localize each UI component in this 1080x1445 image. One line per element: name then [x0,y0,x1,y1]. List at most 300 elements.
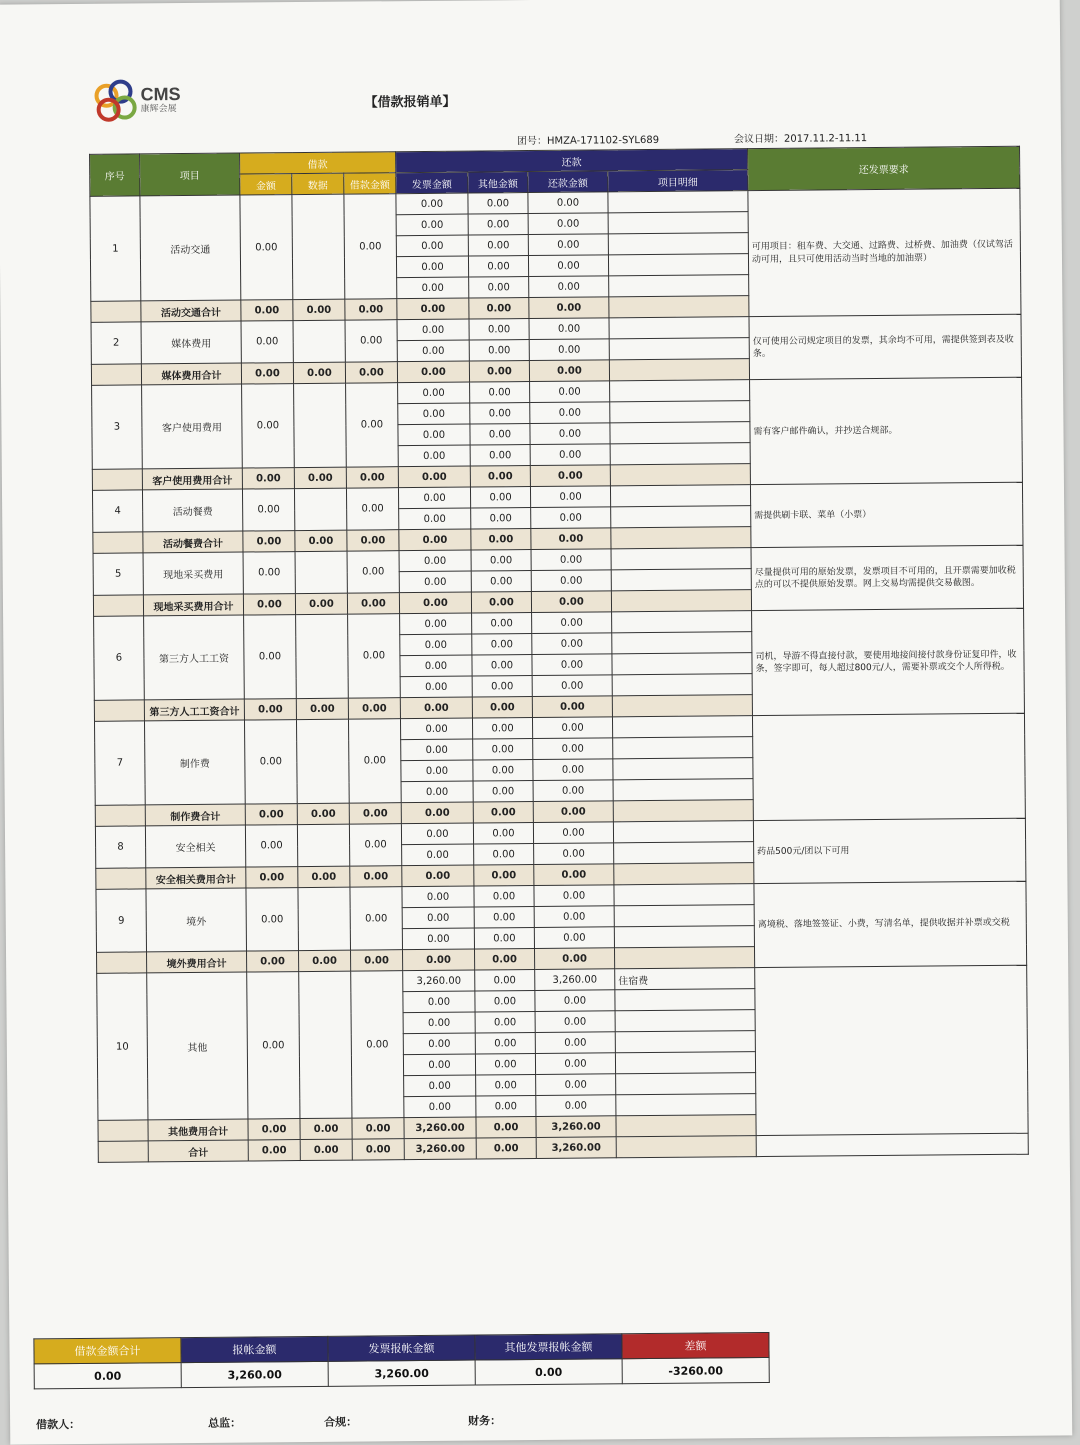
total-value: 0.00 [476,1138,536,1160]
other-amount: 0.00 [468,193,528,215]
item-detail [612,653,752,675]
item-detail [616,1073,756,1095]
subtotal-value: 0.00 [293,299,345,320]
header-repay-amount: 还款金额 [528,171,608,193]
item-detail [608,191,748,213]
subtotal-value: 0.00 [241,300,293,321]
invoice-amount: 3,260.00 [403,970,475,992]
other-amount: 0.00 [474,907,534,929]
subtotal-value: 0.00 [346,467,398,488]
section-number: 2 [91,322,141,364]
section-name: 其他 [147,972,248,1120]
invoice-amount: 0.00 [401,781,473,803]
other-amount: 0.00 [474,886,534,908]
header-invoice-requirement: 还发票要求 [748,146,1020,190]
sign-finance: 财务： [468,1414,502,1428]
header-other-amount: 其他金额 [468,172,528,194]
sign-compliance: 合规： [324,1415,358,1429]
invoice-amount: 0.00 [398,424,470,446]
invoice-amount: 0.00 [402,928,474,950]
repay-amount: 0.00 [535,1032,615,1054]
invoice-amount: 0.00 [401,739,473,761]
subtotal-value: 0.00 [245,804,297,825]
subtotal-label: 第三方人工工资合计 [144,699,244,721]
summary-header-reimbursed: 报帐金额 [181,1336,328,1362]
subtotal-value: 0.00 [476,1117,536,1139]
subtotal-value: 0.00 [533,801,613,823]
item-detail [608,254,748,276]
company-logo [94,79,180,120]
item-detail [613,779,753,801]
subtotal-label: 客户使用费用合计 [142,468,242,490]
item-detail [613,821,753,843]
subtotal-label: 其他费用合计 [148,1119,248,1141]
repay-amount: 0.00 [532,612,612,634]
header-invoice-amount: 发票金额 [396,172,468,194]
section-name: 境外 [146,888,247,952]
expense-table [89,146,1029,1163]
invoice-amount: 0.00 [396,214,468,236]
subtotal-value: 0.00 [534,948,614,970]
section-name: 现地采买费用 [143,552,243,595]
section-number: 6 [94,616,145,700]
section-loan-amount: 0.00 [240,195,293,300]
subtotal-value: 0.00 [531,528,611,550]
repay-amount: 3,260.00 [535,969,615,991]
section-loan-qty [297,824,349,866]
other-amount: 0.00 [469,319,529,341]
subtotal-value: 0.00 [246,867,298,888]
section-loan-qty [292,194,345,299]
header-loan-amount: 金额 [240,174,292,195]
repay-amount: 0.00 [528,192,608,214]
subtotal-value: 0.00 [300,1118,352,1139]
repay-amount: 0.00 [528,255,608,277]
other-amount: 0.00 [476,1096,536,1118]
repay-amount: 0.00 [536,1095,616,1117]
invoice-amount: 0.00 [397,277,469,299]
invoice-requirement-note [752,713,1025,820]
subtotal-value: 0.00 [247,951,299,972]
subtotal-detail [611,590,751,612]
invoice-amount: 0.00 [402,844,474,866]
repay-amount: 0.00 [529,339,609,361]
summary-invoice-reimbursed: 3,260.00 [328,1360,475,1386]
subtotal-detail [613,800,753,822]
subtotal-spacer [98,1120,148,1141]
section-loan-amount: 0.00 [247,972,300,1119]
repay-amount: 0.00 [532,654,612,676]
subtotal-label: 制作费合计 [145,804,245,826]
repay-amount: 0.00 [535,1053,615,1075]
subtotal-value: 0.00 [399,592,471,614]
section-name: 媒体费用 [141,321,241,364]
other-amount: 0.00 [473,739,533,761]
other-amount: 0.00 [468,256,528,278]
subtotal-detail [610,464,750,486]
invoice-amount: 0.00 [401,823,473,845]
repay-amount: 0.00 [530,486,610,508]
item-detail [614,905,754,927]
subtotal-value: 0.00 [472,697,532,719]
other-amount: 0.00 [473,781,533,803]
subtotal-value: 0.00 [473,802,533,824]
repay-amount: 0.00 [534,885,614,907]
subtotal-detail [609,359,749,381]
invoice-amount: 0.00 [400,718,472,740]
section-loan-qty [294,488,346,530]
invoice-amount: 0.00 [399,508,471,530]
item-detail [612,611,752,633]
subtotal-value: 0.00 [345,299,397,320]
item-detail [610,401,750,423]
subtotal-value: 0.00 [347,593,399,614]
other-amount: 0.00 [472,613,532,635]
invoice-amount: 0.00 [404,1096,476,1118]
subtotal-value: 0.00 [471,529,531,551]
subtotal-value: 0.00 [474,865,534,887]
other-amount: 0.00 [474,928,534,950]
other-amount: 0.00 [472,718,532,740]
section-loan-qty [296,614,349,698]
invoice-requirement-note: 需有客户邮件确认，并抄送合规部。 [750,377,1023,484]
section-number: 9 [96,889,147,952]
section-number: 1 [90,196,141,301]
section-loan-qty [293,320,345,362]
header-item: 项目 [140,153,240,196]
item-detail [609,317,749,339]
item-detail [615,989,755,1011]
repay-amount: 0.00 [534,843,614,865]
summary-difference: -3260.00 [622,1357,769,1383]
section-loan-total: 0.00 [346,383,399,467]
subtotal-label: 媒体费用合计 [141,363,241,385]
section-loan-total: 0.00 [349,824,401,866]
item-detail [614,884,754,906]
item-detail [610,380,750,402]
invoice-amount: 0.00 [398,487,470,509]
repay-amount: 0.00 [532,717,612,739]
total-value: 0.00 [248,1140,300,1161]
subtotal-spacer [96,868,146,889]
repay-amount: 0.00 [532,675,612,697]
section-loan-total: 0.00 [345,320,397,362]
subtotal-value: 0.00 [470,466,530,488]
section-name: 第三方人工工资 [144,615,245,700]
item-detail [609,275,749,297]
subtotal-value: 0.00 [471,592,531,614]
section-loan-total: 0.00 [348,614,401,698]
total-value: 3,260.00 [536,1137,616,1159]
section-number: 10 [97,973,148,1120]
other-amount: 0.00 [474,844,534,866]
invoice-requirement-note: 司机，导游不得直接付款，要使用地接间接付款身份证复印件，收条，签字即可，每人超过800元/人，需要补票或交个人所得税。 [752,608,1025,715]
invoice-requirement-note: 仅可使用公司规定项目的发票，其余均不可用，需提供签到表及收条。 [749,314,1022,379]
repay-amount: 0.00 [536,1074,616,1096]
section-loan-total: 0.00 [348,719,401,803]
item-detail [612,674,752,696]
subtotal-value: 0.00 [298,866,350,887]
logo-brand: CMS [140,83,181,104]
invoice-amount: 0.00 [403,991,475,1013]
invoice-amount: 0.00 [403,1033,475,1055]
subtotal-value: 0.00 [243,594,295,615]
section-loan-qty [298,887,351,950]
section-loan-total: 0.00 [347,551,399,593]
invoice-amount: 0.00 [400,676,472,698]
summary-reimbursed: 3,260.00 [181,1361,328,1387]
invoice-requirement-note: 尽量提供可用的原始发票，发票项目不可用的，且开票需要加收税点的可以不提供原始发票。网上交易均需提供交易截图。 [751,545,1024,610]
invoice-amount: 0.00 [399,550,471,572]
header-item-detail: 项目明细 [608,170,748,192]
header-loan: 借款 [240,152,396,174]
section-number: 8 [95,826,145,868]
invoice-amount: 0.00 [398,403,470,425]
other-amount: 0.00 [473,760,533,782]
subtotal-value: 0.00 [242,468,294,489]
section-number: 5 [93,553,143,595]
item-detail: 住宿费 [615,968,755,990]
summary-header-loan-total: 借款金额合计 [34,1338,181,1364]
invoice-amount: 0.00 [399,571,471,593]
repay-amount: 0.00 [530,402,610,424]
total-detail [616,1136,756,1158]
subtotal-label: 安全相关费用合计 [146,867,246,889]
section-loan-amount: 0.00 [244,615,297,699]
other-amount: 0.00 [471,550,531,572]
invoice-amount: 0.00 [396,235,468,257]
item-detail [614,842,754,864]
subtotal-value: 0.00 [294,467,346,488]
repay-amount: 0.00 [533,822,613,844]
section-loan-qty [295,551,347,593]
repay-amount: 0.00 [534,906,614,928]
subtotal-value: 0.00 [400,697,472,719]
section-name: 活动交通 [140,195,241,301]
other-amount: 0.00 [471,508,531,530]
item-detail [615,1031,755,1053]
section-loan-amount: 0.00 [243,552,295,594]
subtotal-value: 0.00 [295,593,347,614]
invoice-amount: 0.00 [400,613,472,635]
sign-borrower: 借款人： [36,1417,81,1432]
invoice-amount: 0.00 [397,340,469,362]
section-loan-qty [296,719,349,803]
subtotal-detail [614,947,754,969]
section-loan-amount: 0.00 [245,825,297,867]
repay-amount: 0.00 [530,381,610,403]
other-amount: 0.00 [475,1012,535,1034]
item-detail [615,1010,755,1032]
repay-amount: 0.00 [531,549,611,571]
item-detail [610,485,750,507]
subtotal-value: 0.00 [531,591,611,613]
item-detail [608,212,748,234]
total-value: 0.00 [300,1139,352,1160]
subtotal-value: 0.00 [529,297,609,319]
item-detail [615,1052,755,1074]
item-detail [616,1094,756,1116]
subtotal-value: 0.00 [352,1118,404,1139]
invoice-amount: 0.00 [402,907,474,929]
other-amount: 0.00 [468,235,528,257]
subtotal-spacer [92,469,142,490]
subtotal-spacer [91,301,141,322]
subtotal-detail [609,296,749,318]
subtotal-value: 0.00 [241,363,293,384]
subtotal-detail [611,527,751,549]
section-loan-total: 0.00 [350,887,403,950]
section-loan-total: 0.00 [351,971,404,1118]
repay-amount: 0.00 [531,570,611,592]
subtotal-spacer [95,805,145,826]
sign-director: 总监： [208,1416,242,1430]
repay-amount: 0.00 [529,318,609,340]
subtotal-value: 0.00 [529,360,609,382]
tour-number: 团号：HMZA-171102-SYL689 [516,134,660,148]
invoice-requirement-note: 离境税、落地签签证、小费，写清名单，提供收据并补票或交税 [754,881,1027,967]
section-loan-total: 0.00 [344,194,397,299]
summary-other-invoice: 0.00 [475,1359,622,1385]
subtotal-value: 0.00 [351,950,403,971]
subtotal-value: 0.00 [397,361,469,383]
subtotal-label: 活动交通合计 [141,300,241,322]
repay-amount: 0.00 [532,633,612,655]
other-amount: 0.00 [475,970,535,992]
invoice-amount: 0.00 [401,760,473,782]
invoice-amount: 0.00 [398,445,470,467]
subtotal-label: 现地采买费用合计 [143,594,243,616]
logo-flower-icon [94,79,134,119]
item-detail [613,758,753,780]
header-repay: 还款 [396,149,748,173]
other-amount: 0.00 [476,1075,536,1097]
item-detail [610,443,750,465]
invoice-amount: 0.00 [397,319,469,341]
item-detail [611,569,751,591]
total-value: 3,260.00 [404,1138,476,1160]
subtotal-value: 0.00 [474,949,534,971]
section-loan-total: 0.00 [346,488,398,530]
subtotal-value: 0.00 [532,696,612,718]
invoice-amount: 0.00 [403,1054,475,1076]
section-loan-amount: 0.00 [242,489,294,531]
repay-amount: 0.00 [535,1011,615,1033]
invoice-amount: 0.00 [403,1012,475,1034]
item-detail [613,737,753,759]
repay-amount: 0.00 [535,990,615,1012]
summary-header-difference: 差额 [622,1332,769,1358]
subtotal-value: 0.00 [299,950,351,971]
subtotal-value: 0.00 [349,803,401,824]
other-amount: 0.00 [471,571,531,593]
item-detail [612,716,752,738]
subtotal-spacer [94,700,144,721]
invoice-amount: 0.00 [400,655,472,677]
repay-amount: 0.00 [528,213,608,235]
section-name: 安全相关 [145,825,245,868]
subtotal-value: 3,260.00 [404,1117,476,1139]
other-amount: 0.00 [472,676,532,698]
item-detail [611,548,751,570]
repay-amount: 0.00 [530,423,610,445]
section-loan-qty [299,971,352,1118]
section-loan-amount: 0.00 [241,321,293,363]
other-amount: 0.00 [470,445,530,467]
subtotal-detail [612,695,752,717]
summary-table [33,1332,769,1389]
meeting-date: 会议日期：2017.11.2-11.11 [733,133,868,146]
other-amount: 0.00 [472,655,532,677]
other-amount: 0.00 [470,487,530,509]
invoice-requirement-note: 药品500元/团以下可用 [753,818,1026,883]
other-amount: 0.00 [470,403,530,425]
subtotal-label: 境外费用合计 [147,951,247,973]
total-value: 0.00 [352,1139,404,1160]
other-amount: 0.00 [475,1054,535,1076]
subtotal-value: 0.00 [347,530,399,551]
repay-amount: 0.00 [531,507,611,529]
repay-amount: 0.00 [533,780,613,802]
section-number: 4 [92,490,142,532]
subtotal-value: 0.00 [295,530,347,551]
other-amount: 0.00 [472,634,532,656]
logo-company: 康辉会展 [140,103,177,114]
subtotal-value: 0.00 [244,699,296,720]
subtotal-value: 0.00 [530,465,610,487]
invoice-amount: 0.00 [396,256,468,278]
document-title: 【借款报销单】 [364,94,456,111]
subtotal-value: 0.00 [398,466,470,488]
subtotal-value: 0.00 [402,949,474,971]
subtotal-value: 0.00 [293,362,345,383]
repay-amount: 0.00 [529,276,609,298]
section-loan-amount: 0.00 [242,384,295,468]
invoice-amount: 0.00 [398,382,470,404]
item-detail [609,338,749,360]
subtotal-value: 0.00 [397,298,469,320]
subtotal-spacer [93,532,143,553]
invoice-requirement-note: 可用项目：租车费、大交通、过路费、过桥费、加油费（仅试驾活动可用，且只可使用活动当时当地的加油票） [748,188,1021,316]
item-detail [608,233,748,255]
subtotal-value: 0.00 [399,529,471,551]
subtotal-value: 0.00 [469,298,529,320]
other-amount: 0.00 [468,214,528,236]
subtotal-value: 0.00 [248,1119,300,1140]
other-amount: 0.00 [475,991,535,1013]
subtotal-spacer [91,364,141,385]
subtotal-value: 0.00 [297,803,349,824]
item-detail [612,632,752,654]
subtotal-value: 0.00 [534,864,614,886]
subtotal-value: 0.00 [345,362,397,383]
subtotal-value: 0.00 [350,866,402,887]
other-amount: 0.00 [469,277,529,299]
subtotal-value: 0.00 [243,531,295,552]
subtotal-value: 3,260.00 [536,1116,616,1138]
subtotal-spacer [97,952,147,973]
subtotal-label: 活动餐费合计 [143,531,243,553]
subtotal-value: 0.00 [348,698,400,719]
invoice-amount: 0.00 [402,886,474,908]
subtotal-detail [616,1115,756,1137]
other-amount: 0.00 [475,1033,535,1055]
item-detail [611,506,751,528]
invoice-requirement-note: 需提供刷卡联、菜单（小票） [750,482,1023,547]
summary-loan-total: 0.00 [34,1363,181,1389]
header-loan-total: 借款金额 [344,173,396,194]
subtotal-spacer [93,595,143,616]
